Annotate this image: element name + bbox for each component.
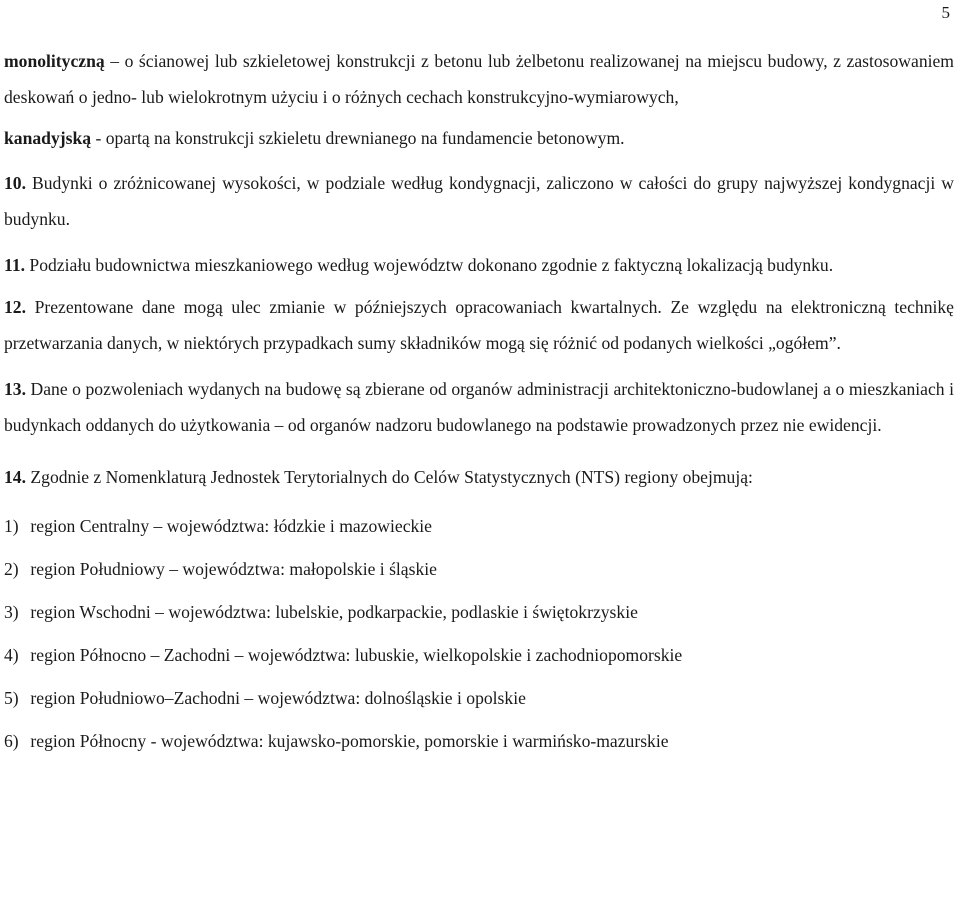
list-item [4, 677, 954, 720]
list-item [4, 634, 954, 677]
list-item-number: 5) [4, 688, 19, 708]
list-item-number: 6) [4, 731, 19, 751]
list-item [4, 591, 954, 634]
definition-term: monolityczną [4, 51, 105, 71]
note-text: Prezentowane dane mogą ulec zmianie w późniejszych opracowaniach kwartalnych. Ze względu na elektroniczną technikę przetwarzania danych, w niektórych przypadkach sumy składników mogą się różnić od podanych wielkości „ogółem”. [4, 297, 954, 353]
note-text: Podziału budownictwa mieszkaniowego według województw dokonano zgodnie z faktyczną lokalizacją budynku. [25, 255, 834, 275]
list-item-text: region Centralny – województwa: łódzkie i mazowieckie [30, 516, 432, 536]
definition-text: - opartą na konstrukcji szkieletu drewnianego na fundamencie betonowym. [91, 128, 625, 148]
note-11 [4, 247, 954, 283]
list-item [4, 548, 954, 591]
note-text: Budynki o zróżnicowanej wysokości, w podziale według kondygnacji, zaliczono w całości do grupy najwyższej kondygnacji w budynku. [4, 173, 954, 229]
note-number: 12. [4, 297, 26, 317]
definition-term: kanadyjską [4, 128, 92, 148]
list-item [4, 505, 954, 548]
note-number: 11. [4, 255, 26, 275]
list-item-number: 1) [4, 516, 19, 536]
page-number: 5 [941, 3, 950, 22]
list-item-text: region Północny - województwa: kujawsko-pomorskie, pomorskie i warmińsko-mazurskie [30, 731, 669, 751]
note-13 [4, 371, 954, 443]
list-item-text: region Południowo–Zachodni – województwa: dolnośląskie i opolskie [30, 688, 526, 708]
list-item-text: region Południowy – województwa: małopolskie i śląskie [30, 559, 437, 579]
note-number: 14. [4, 467, 26, 487]
note-number: 13. [4, 379, 26, 399]
note-text: Zgodnie z Nomenklaturą Jednostek Terytorialnych do Celów Statystycznych (NTS) regiony obejmują: [26, 467, 753, 487]
list-item-text: region Północno – Zachodni – województwa: lubuskie, wielkopolskie i zachodniopomorskie [30, 645, 683, 665]
list-item-number: 3) [4, 602, 19, 622]
regions-list [4, 505, 954, 763]
definition-canadian [4, 121, 954, 155]
note-text: Dane o pozwoleniach wydanych na budowę są zbierane od organów administracji architektoniczno-budowlanej a o mieszkaniach i budynkach oddanych do użytkowania – od organów nadzoru budowlanego na podstawie prowadzonych przez nie ewidencji. [4, 379, 954, 435]
note-10 [4, 165, 954, 237]
list-item-text: region Wschodni – województwa: lubelskie, podkarpackie, podlaskie i świętokrzyskie [30, 602, 638, 622]
note-number: 10. [4, 173, 26, 193]
note-14 [4, 459, 954, 495]
definition-monolithic [4, 43, 954, 115]
definition-text: – o ścianowej lub szkieletowej konstrukcji z betonu lub żelbetonu realizowanej na miejscu budowy, z zastosowaniem deskowań o jedno- lub wielokrotnym użyciu i o różnych cechach konstrukcyjno-wymiarowych, [4, 51, 954, 107]
list-item-number: 2) [4, 559, 19, 579]
list-item [4, 720, 954, 763]
list-item-number: 4) [4, 645, 19, 665]
note-12 [4, 289, 954, 361]
document-page [4, 0, 954, 914]
